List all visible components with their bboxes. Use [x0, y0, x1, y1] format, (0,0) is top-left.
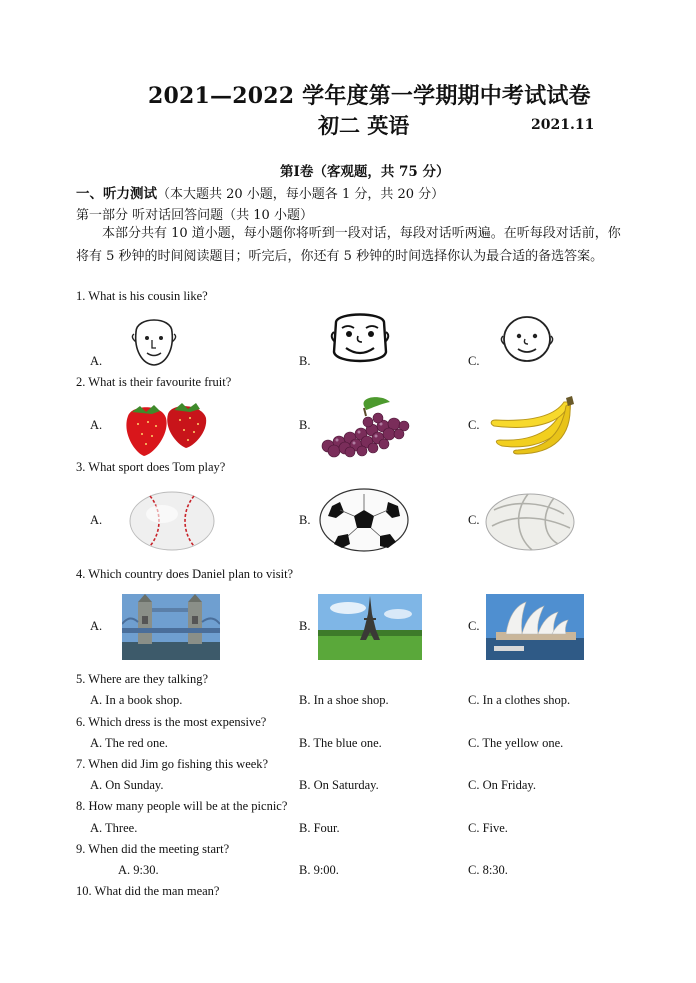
part1-instructions: 本部分共有 10 道小题，每小题你将听到一段对话，每段对话听两遍。在听每段对话前，你将有 5 秒钟的时间阅读题目；听完后，你还有 5 秒钟的时间选择你认为最合适的备选答案。 [76, 226, 621, 264]
question-stem: 9. When did the meeting start? [76, 842, 230, 856]
question-stem: 4. Which country does Daniel plan to visit? [76, 567, 294, 581]
volume-title: 第Ⅰ卷（客观题，共 75 分） [280, 164, 450, 180]
option-label: B. [299, 418, 311, 432]
question-stem: 8. How many people will be at the picnic? [76, 799, 288, 813]
question-stem: 7. When did Jim go fishing this week? [76, 757, 269, 771]
part1-heading: 第一部分 听对话回答问题（共 10 小题） [76, 208, 313, 223]
baseball-image [128, 490, 216, 552]
option-label: C. [468, 619, 480, 633]
strawberries-image [124, 400, 208, 458]
option-label: B. On Saturday. [299, 778, 379, 792]
question-stem: 6. Which dress is the most expensive? [76, 715, 267, 729]
option-label: A. The red one. [90, 736, 168, 750]
option-label: C. [468, 418, 480, 432]
thin-face-image [128, 310, 180, 368]
option-label: B. 9:00. [299, 863, 339, 877]
option-label: C. On Friday. [468, 778, 536, 792]
exam-date: 2021.11 [531, 117, 595, 133]
section1-note: （本大题共 20 小题，每小题各 1 分，共 20 分） [157, 187, 445, 202]
option-label: B. In a shoe shop. [299, 693, 389, 707]
tower-bridge-image [122, 594, 220, 660]
question-stem: 1. What is his cousin like? [76, 289, 208, 303]
option-label: C. In a clothes shop. [468, 693, 571, 707]
eiffel-tower-image [318, 594, 422, 660]
sydney-opera-house-image [486, 594, 584, 660]
option-label: A. Three. [90, 821, 138, 835]
round-face-image [498, 312, 556, 364]
option-label: B. [299, 513, 311, 527]
question-stem: 2. What is their favourite fruit? [76, 375, 232, 389]
football-image [318, 488, 410, 552]
exam-title: 2021—2022 学年度第一学期期中考试试卷 [148, 83, 591, 109]
option-label: C. The yellow one. [468, 736, 564, 750]
volleyball-image [484, 492, 576, 552]
option-label: C. [468, 513, 480, 527]
option-label: A. [90, 513, 103, 527]
option-label: A. In a book shop. [90, 693, 183, 707]
question-stem: 3. What sport does Tom play? [76, 460, 226, 474]
option-label: B. [299, 354, 311, 368]
section1-line [76, 182, 444, 202]
option-label: A. On Sunday. [90, 778, 164, 792]
option-label: B. The blue one. [299, 736, 382, 750]
option-label: A. [90, 418, 103, 432]
option-label: A. [90, 354, 103, 368]
question-stem: 5. Where are they talking? [76, 672, 209, 686]
exam-subtitle: 初二 英语 [318, 113, 410, 138]
option-label: B. [299, 619, 311, 633]
section1-heading: 一、听力测试 [76, 186, 157, 202]
option-label: C. 8:30. [468, 863, 508, 877]
option-label: C. [468, 354, 480, 368]
option-label: B. Four. [299, 821, 340, 835]
square-face-image [328, 310, 392, 368]
option-label: C. Five. [468, 821, 508, 835]
option-label: A. [90, 619, 103, 633]
question-stem: 10. What did the man mean? [76, 884, 220, 898]
bananas-image [488, 396, 580, 456]
grapes-image [320, 396, 410, 458]
option-label: A. 9:30. [118, 863, 159, 877]
